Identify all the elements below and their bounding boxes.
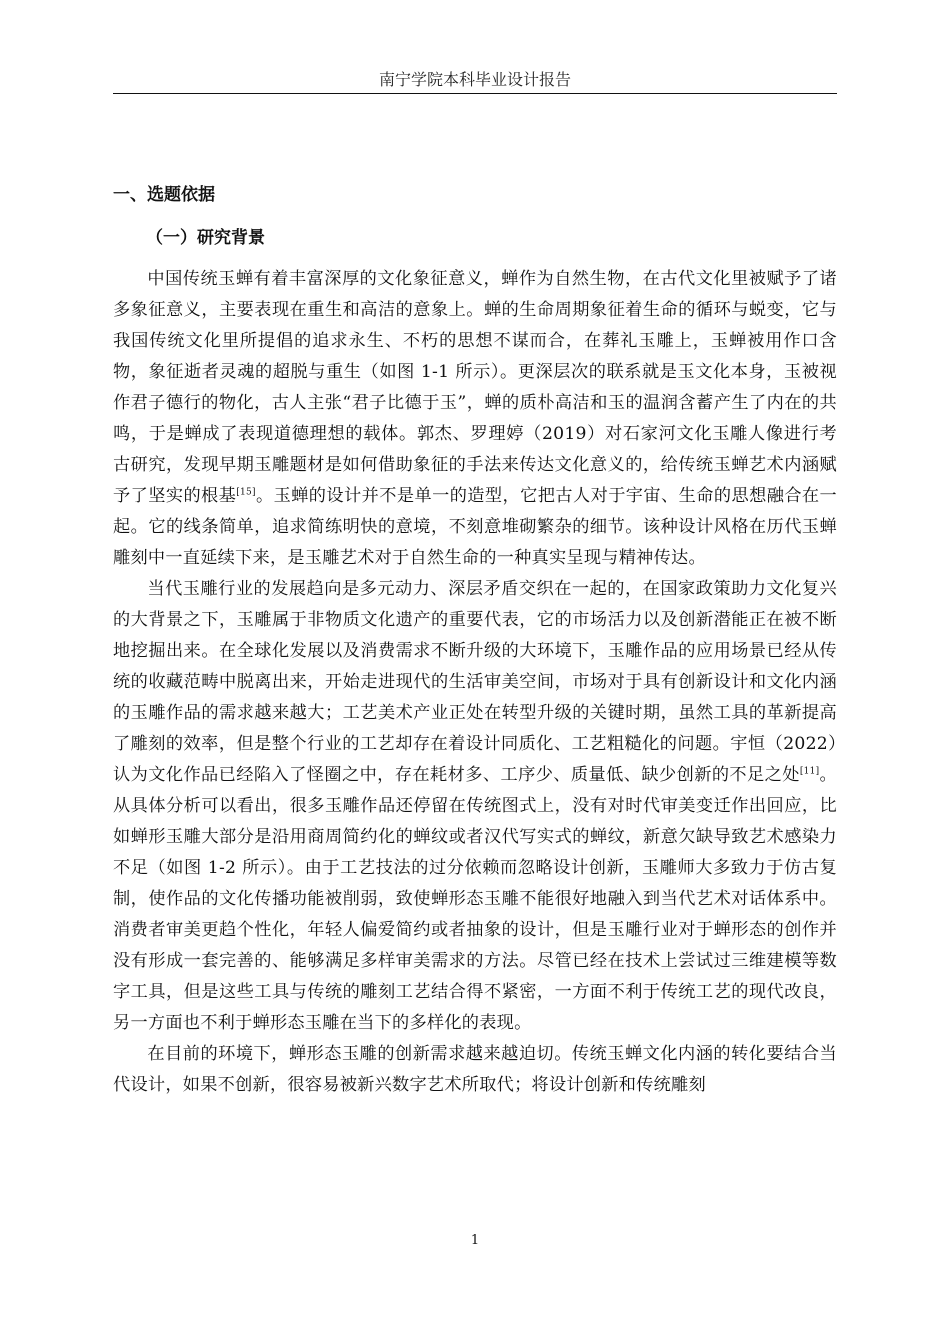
body-text — [113, 264, 837, 1101]
paragraph-2 — [113, 574, 837, 1039]
page-number: 1 — [470, 1233, 480, 1248]
paragraph-1-text-b: 。玉蝉的设计并不是单一的造型，它把古人对于宇宙、生命的思想融合在一起。它的线条简单，追求简练明快的意境，不刻意堆砌繁杂的细节。该种设计风格在历代玉蝉雕刻中一直延续下来，是玉雕艺术对于自然生命的一种真实呈现与精神传达。 — [113, 486, 837, 568]
header-title: 南宁学院本科毕业设计报告 — [378, 70, 571, 89]
citation-11: [11] — [799, 766, 820, 777]
section-subheading: （一）研究背景 — [146, 228, 265, 248]
paragraph-1 — [113, 264, 837, 574]
section-heading: 一、选题依据 — [113, 185, 215, 205]
paragraph-3: 在目前的环境下，蝉形态玉雕的创新需求越来越迫切。传统玉蝉文化内涵的转化要结合当代设计，如果不创新，很容易被新兴数字艺术所取代；将设计创新和传统雕刻 — [113, 1044, 837, 1095]
page-header — [113, 70, 837, 94]
paragraph-1-text-a: 中国传统玉蝉有着丰富深厚的文化象征意义，蝉作为自然生物，在古代文化里被赋予了诸多象征意义，主要表现在重生和高洁的意象上。蝉的生命周期象征着生命的循环与蜕变，它与我国传统文化里所提倡的追求永生、不朽的思想不谋而合，在葬礼玉雕上，玉蝉被用作口含物，象征逝者灵魂的超脱与重生（如图 1-1 所示）。更深层次的联系就是玉文化本身，玉被视作君子德行的物化，古人主张“君子比德于玉”，蝉的质朴高洁和玉的温润含蓄产生了内在的共鸣，于是蝉成了表现道德理想的载体。郭杰、罗理婷（2019）对石家河文化玉雕人像进行考古研究，发现早期玉雕题材是如何借助象征的手法来传达文化意义的，给传统玉蝉艺术内涵赋予了坚实的根基 — [113, 269, 837, 506]
paragraph-2-text-a: 当代玉雕行业的发展趋向是多元动力、深层矛盾交织在一起的，在国家政策助力文化复兴的大背景之下，玉雕属于非物质文化遗产的重要代表，它的市场活力以及创新潜能正在被不断地挖掘出来。在全球化发展以及消费需求不断升级的大环境下，玉雕作品的应用场景已经从传统的收藏范畴中脱离出来，开始走进现代的生活审美空间，市场对于具有创新设计和文化内涵的玉雕作品的需求越来越大；工艺美术产业正处在转型升级的关键时期，虽然工具的革新提高了雕刻的效率，但是整个行业的工艺却存在着设计同质化、工艺粗糙化的问题。宇恒（2022）认为文化作品已经陷入了怪圈之中，存在耗材多、工序少、质量低、缺少创新的不足之处 — [113, 579, 837, 785]
paragraph-2-text-b: 。从具体分析可以看出，很多玉雕作品还停留在传统图式上，没有对时代审美变迁作出回应，比如蝉形玉雕大部分是沿用商周简约化的蝉纹或者汉代写实式的蝉纹，新意欠缺导致艺术感染力不足（如图 1-2 所示）。由于工艺技法的过分依赖而忽略设计创新，玉雕师大多致力于仿古复制，使作品的文化传播功能被削弱，致使蝉形态玉雕不能很好地融入到当代艺术对话体系中。消费者审美更趋个性化，年轻人偏爱简约或者抽象的设计，但是玉雕行业对于蝉形态的创作并没有形成一套完善的、能够满足多样审美需求的方法。尽管已经在技术上尝试过三维建模等数字工具，但是这些工具与传统的雕刻工艺结合得不紧密，一方面不利于传统工艺的现代改良，另一方面也不利于蝉形态玉雕在当下的多样化的表现。 — [113, 765, 837, 1033]
citation-15: [15] — [236, 487, 256, 498]
